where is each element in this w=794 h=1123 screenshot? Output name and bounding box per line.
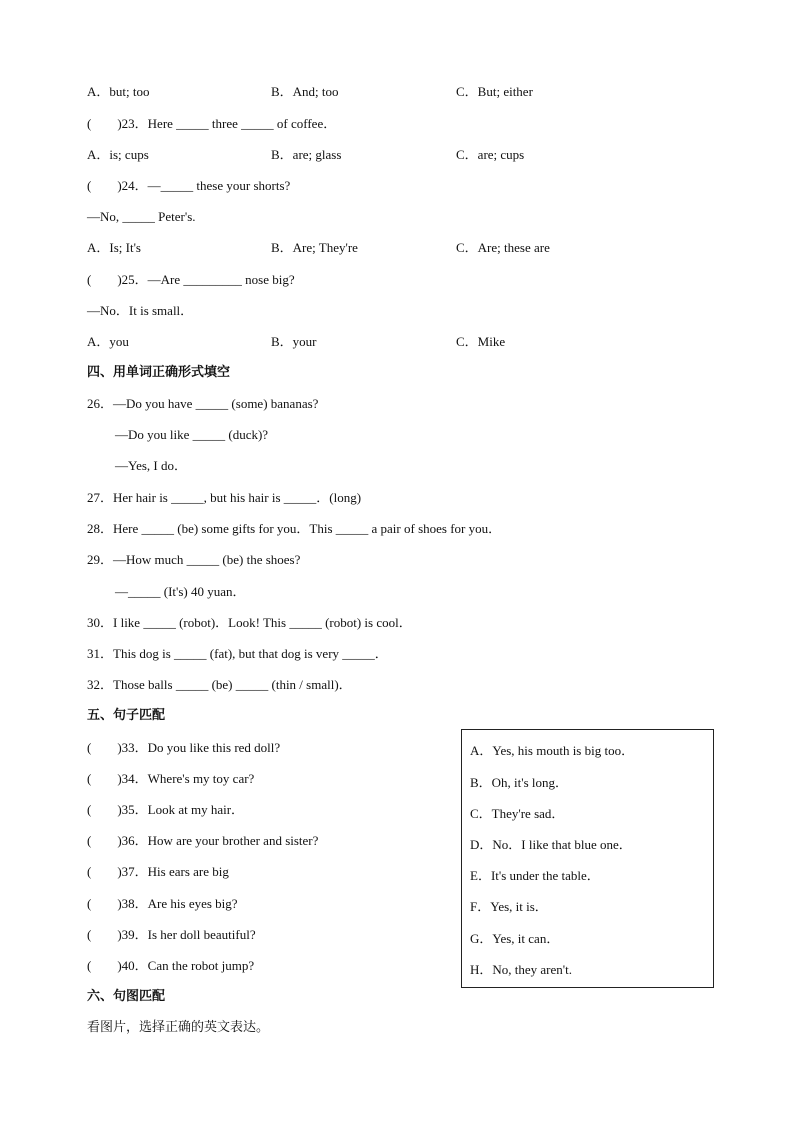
answer-options-box xyxy=(461,729,714,988)
q35-line: ( )35．Look at my hair． xyxy=(87,802,245,817)
section6-instruction: 看图片，选择正确的英文表达。 xyxy=(87,1020,270,1035)
q34-line: ( )34．Where's my toy car? xyxy=(87,771,255,786)
q29-line1: 29．—How much _____ (be) the shoes? xyxy=(87,552,301,567)
q22-option-a: A．but; too xyxy=(87,84,150,99)
q23-option-b: B．are; glass xyxy=(271,147,342,162)
q23-option-c: C．are; cups xyxy=(456,147,525,162)
q22-option-b: B．And; too xyxy=(271,84,339,99)
q25-option-a: A．you xyxy=(87,334,129,349)
answer-option-d: D．No．I like that blue one． xyxy=(470,837,632,852)
q26-line1: 26．—Do you have _____ (some) bananas? xyxy=(87,396,319,411)
section4-title: 四、用单词正确形式填空 xyxy=(87,365,231,380)
q33-line: ( )33．Do you like this red doll? xyxy=(87,740,281,755)
q32-line: 32．Those balls _____ (be) _____ (thin / small)． xyxy=(87,677,352,692)
q24-stem: ( )24．—_____ these your shorts? xyxy=(87,178,291,193)
answer-option-h: H．No, they aren't. xyxy=(470,962,572,977)
q27-line: 27．Her hair is _____, but his hair is _____．(long) xyxy=(87,490,362,505)
q25-option-c: C．Mike xyxy=(456,334,506,349)
answer-option-b: B．Oh, it's long． xyxy=(470,775,569,790)
q24-reply: —No, _____ Peter's. xyxy=(87,209,196,224)
q25-stem: ( )25．—Are _________ nose big? xyxy=(87,272,295,287)
q22-option-c: C．But; either xyxy=(456,84,533,99)
q24-option-a: A．Is; It's xyxy=(87,240,141,255)
q37-line: ( )37．His ears are big xyxy=(87,864,229,879)
q28-line: 28．Here _____ (be) some gifts for you．This _____ a pair of shoes for you． xyxy=(87,521,502,536)
section5-title: 五、句子匹配 xyxy=(87,708,166,723)
q25-option-b: B．your xyxy=(271,334,317,349)
answer-option-f: F．Yes, it is． xyxy=(470,899,548,914)
q23-stem: ( )23．Here _____ three _____ of coffee． xyxy=(87,116,337,131)
q26-line2: —Do you like _____ (duck)? xyxy=(115,427,269,442)
q25-reply: —No．It is small． xyxy=(87,303,194,318)
q24-option-b: B．Are; They're xyxy=(271,240,358,255)
answer-option-c: C．They're sad． xyxy=(470,806,565,821)
q23-option-a: A．is; cups xyxy=(87,147,149,162)
q36-line: ( )36．How are your brother and sister? xyxy=(87,833,319,848)
section6-title: 六、句图匹配 xyxy=(87,989,166,1004)
answer-option-a: A．Yes, his mouth is big too． xyxy=(470,743,635,758)
answer-option-g: G．Yes, it can． xyxy=(470,931,560,946)
answer-option-e: E．It's under the table． xyxy=(470,868,600,883)
q39-line: ( )39．Is her doll beautiful? xyxy=(87,927,256,942)
q24-option-c: C．Are; these are xyxy=(456,240,550,255)
q30-line: 30．I like _____ (robot)．Look! This _____ (robot) is cool． xyxy=(87,615,412,630)
q31-line: 31．This dog is _____ (fat), but that dog is very _____． xyxy=(87,646,388,661)
q40-line: ( )40．Can the robot jump? xyxy=(87,958,255,973)
q26-line3: —Yes, I do． xyxy=(115,458,187,473)
q38-line: ( )38．Are his eyes big? xyxy=(87,896,238,911)
q29-line2: —_____ (It's) 40 yuan． xyxy=(115,584,246,599)
